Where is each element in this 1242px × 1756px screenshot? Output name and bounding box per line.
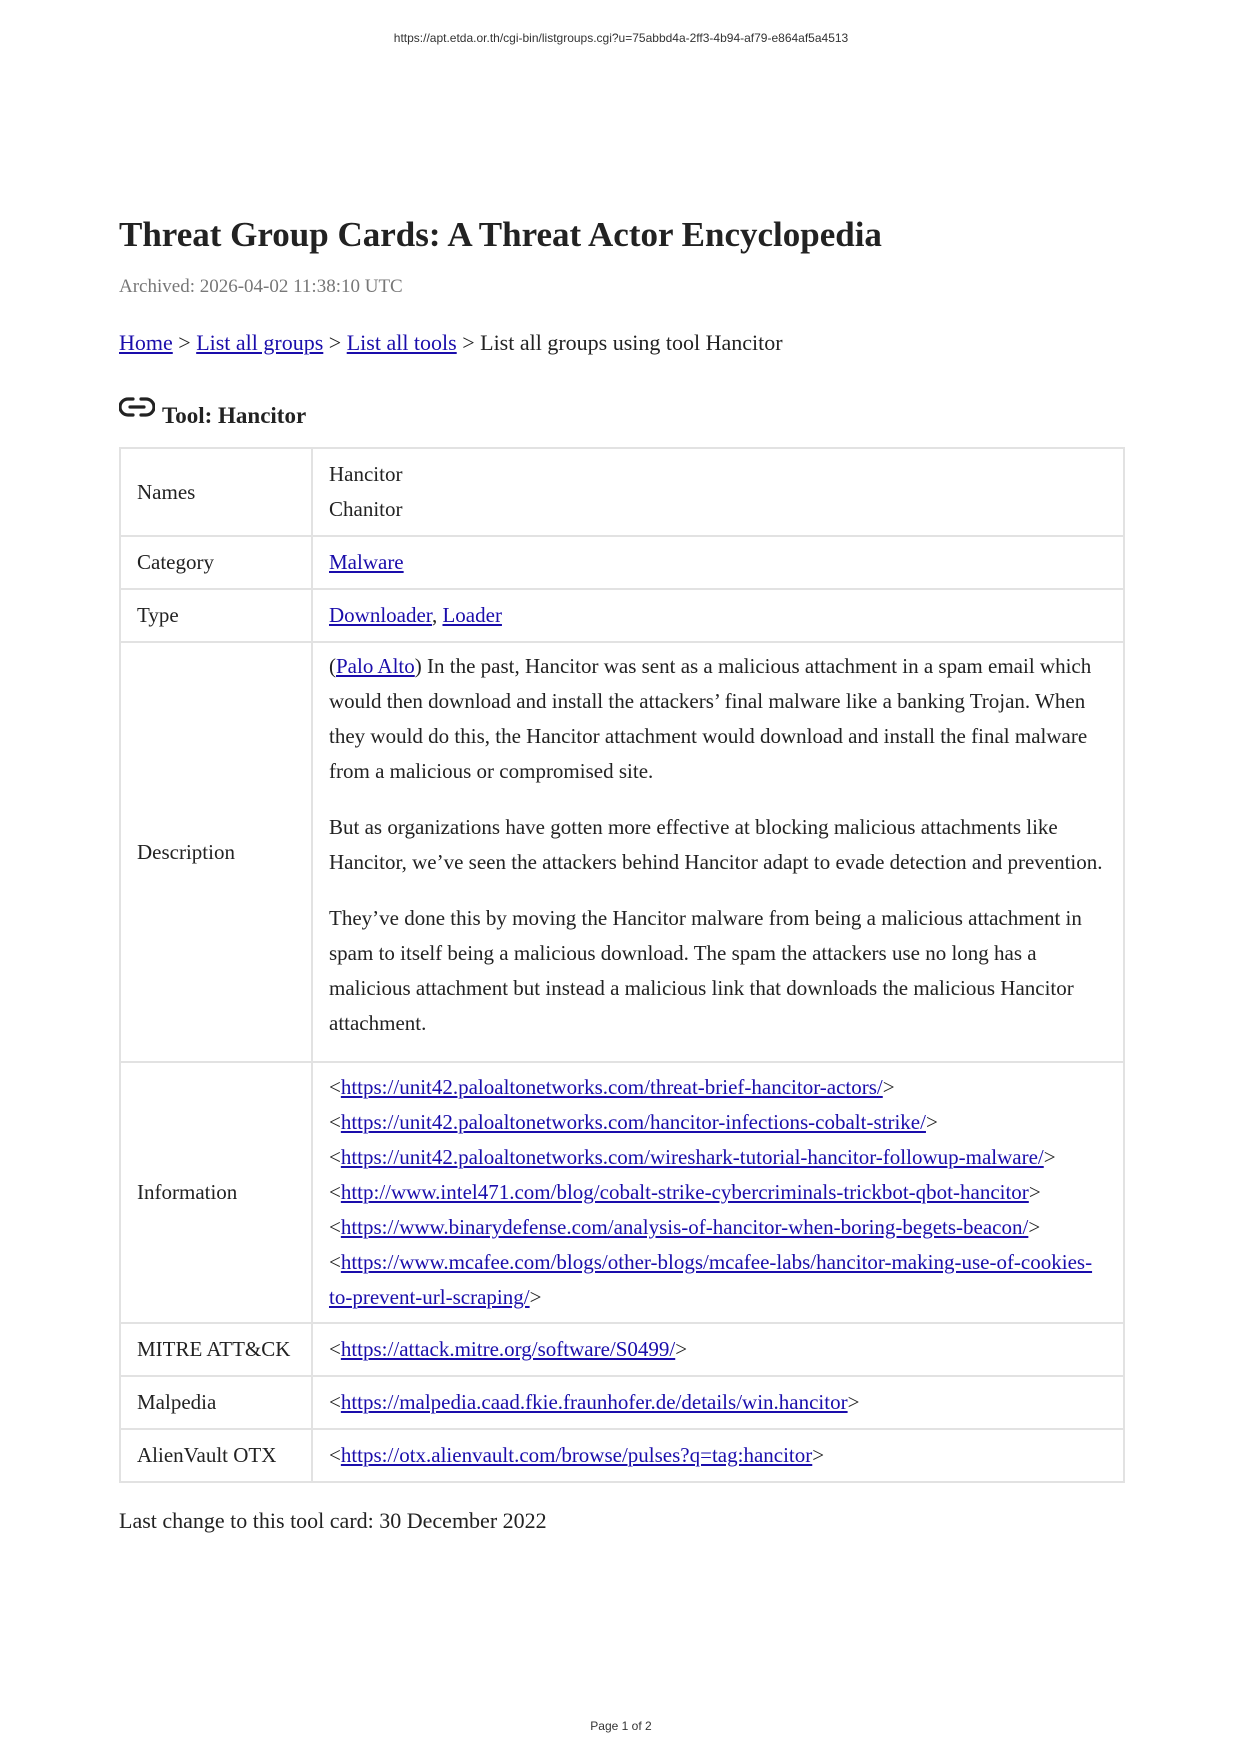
description-value [312,642,1124,1062]
information-value [312,1062,1124,1323]
angle-open: < [329,1390,341,1414]
information-link[interactable]: https://unit42.paloaltonetworks.com/hancitor-infections-cobalt-strike/ [340,1110,926,1134]
information-link[interactable]: https://www.mcafee.com/blogs/other-blogs/mcafee-labs/hancitor-making-use-of-cookies-to-prevent-url-scraping/ [329,1250,1093,1309]
link-icon [119,395,155,419]
angle-close: > [529,1285,542,1309]
breadcrumb-separator: > [172,330,197,355]
angle-open: < [329,1180,341,1204]
type-label: Type [120,589,312,642]
angle-open: < [329,1250,341,1274]
table-row-description [120,642,1124,1062]
page-indicator: Page 1 of 2 [590,1719,652,1733]
category-label: Category [120,536,312,589]
angle-close: > [1028,1180,1041,1204]
angle-close: > [675,1337,688,1361]
information-link-item [329,1210,1107,1245]
information-label: Information [120,1062,312,1323]
source-link-palo-alto[interactable]: Palo Alto [336,654,415,678]
otx-link[interactable]: https://otx.alienvault.com/browse/pulses?q=tag:hancitor [340,1443,813,1467]
angle-open: < [329,1110,341,1134]
breadcrumb [119,329,1124,357]
type-link-loader[interactable]: Loader [442,603,502,627]
breadcrumb-separator: > [323,330,347,355]
malpedia-value [312,1376,1124,1429]
malpedia-label: Malpedia [120,1376,312,1429]
angle-open: < [329,1443,341,1467]
tool-heading [119,393,1124,429]
table-row-category [120,536,1124,589]
angle-open: < [329,1145,341,1169]
mitre-value [312,1323,1124,1376]
otx-value [312,1429,1124,1482]
angle-open: < [329,1075,341,1099]
description-paragraph [329,649,1107,789]
name-item: Chanitor [329,497,403,521]
names-label: Names [120,448,312,536]
table-row-names [120,448,1124,536]
angle-close: > [882,1075,895,1099]
main-content [119,213,1124,1535]
table-row-otx [120,1429,1124,1482]
page-title: Threat Group Cards: A Threat Actor Encyclopedia [119,215,882,254]
information-link[interactable]: https://unit42.paloaltonetworks.com/wireshark-tutorial-hancitor-followup-malware/ [340,1145,1044,1169]
name-item: Hancitor [329,462,403,486]
information-link-item [329,1175,1107,1210]
description-text: ) In the past, Hancitor was sent as a malicious attachment in a spam email which would then download and install the attackers’ final malware like a banking Trojan. When they would do this, the Hancitor attachment would download and install the final malware from a malicious or compromised site. [329,654,1092,783]
table-row-mitre [120,1323,1124,1376]
description-paragraph: But as organizations have gotten more effective at blocking malicious attachments like Hancitor, we’ve seen the attackers behind Hancitor adapt to evade detection and prevention. [329,815,1103,874]
angle-open: < [329,1337,341,1361]
angle-close: > [1043,1145,1056,1169]
table-row-malpedia [120,1376,1124,1429]
category-value [312,536,1124,589]
angle-close: > [812,1443,825,1467]
category-link[interactable]: Malware [329,550,404,574]
information-link-item [329,1070,1107,1105]
malpedia-link[interactable]: https://malpedia.caad.fkie.fraunhofer.de/details/win.hancitor [340,1390,848,1414]
mitre-label: MITRE ATT&CK [120,1323,312,1376]
archived-timestamp: Archived: 2026-04-02 11:38:10 UTC [119,276,403,297]
description-paragraph: They’ve done this by moving the Hancitor malware from being a malicious attachment in spam to itself being a malicious download. The spam the attackers use no long has a malicious attachment but instead a malicious link that downloads the malicious Hancitor attachment. [329,906,1082,1035]
type-value [312,589,1124,642]
angle-close: > [847,1390,860,1414]
breadcrumb-tools-link[interactable]: List all tools [346,330,457,355]
information-link-item [329,1105,1107,1140]
mitre-link[interactable]: https://attack.mitre.org/software/S0499/ [340,1337,676,1361]
otx-label: AlienVault OTX [120,1429,312,1482]
information-link[interactable]: https://unit42.paloaltonetworks.com/threat-brief-hancitor-actors/ [340,1075,883,1099]
angle-open: < [329,1215,341,1239]
table-row-type [120,589,1124,642]
information-link-item [329,1245,1107,1315]
paren-open: ( [329,654,336,678]
tool-info-table [119,447,1125,1483]
description-label: Description [120,642,312,1062]
information-link[interactable]: https://www.binarydefense.com/analysis-of-hancitor-when-boring-begets-beacon/ [340,1215,1029,1239]
information-link-item [329,1140,1107,1175]
breadcrumb-current: > List all groups using tool Hancitor [456,330,783,355]
names-value [312,448,1124,536]
breadcrumb-home-link[interactable]: Home [119,330,173,355]
information-link[interactable]: http://www.intel471.com/blog/cobalt-strike-cybercriminals-trickbot-qbot-hancitor [340,1180,1029,1204]
angle-close: > [1028,1215,1041,1239]
tool-heading-text: Tool: Hancitor [162,403,307,428]
type-separator: , [431,603,443,627]
table-row-information [120,1062,1124,1323]
breadcrumb-groups-link[interactable]: List all groups [196,330,324,355]
angle-close: > [925,1110,938,1134]
type-link-downloader[interactable]: Downloader [329,603,432,627]
print-header-url: https://apt.etda.or.th/cgi-bin/listgroups.cgi?u=75abbd4a-2ff3-4b94-af79-e864af5a4513 [393,31,849,45]
last-change-note: Last change to this tool card: 30 December 2022 [119,1508,547,1533]
